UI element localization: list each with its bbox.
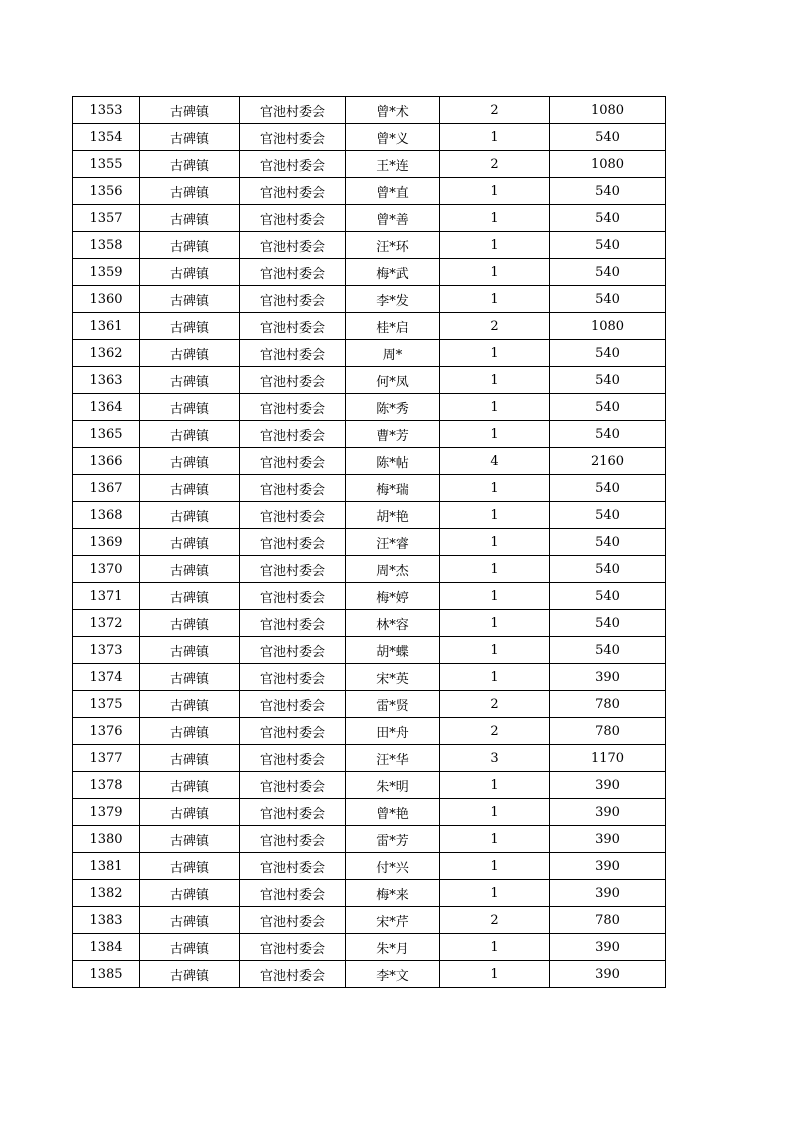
row-number-cell: 1359: [73, 259, 140, 286]
amount-cell: 540: [550, 475, 666, 502]
row-number-cell: 1385: [73, 961, 140, 988]
village-committee-cell: 官池村委会: [240, 421, 346, 448]
amount-cell: 540: [550, 556, 666, 583]
household-count-cell: 1: [440, 232, 550, 259]
town-cell: 古碑镇: [140, 394, 240, 421]
table-row: [73, 961, 666, 988]
household-count-cell: 1: [440, 961, 550, 988]
person-name-cell: 陈*帖: [346, 448, 440, 475]
row-number-cell: 1373: [73, 637, 140, 664]
table-row: [73, 799, 666, 826]
household-count-cell: 1: [440, 853, 550, 880]
town-cell: 古碑镇: [140, 691, 240, 718]
person-name-cell: 曾*术: [346, 97, 440, 124]
household-count-cell: 1: [440, 124, 550, 151]
household-count-cell: 1: [440, 529, 550, 556]
amount-cell: 540: [550, 394, 666, 421]
town-cell: 古碑镇: [140, 853, 240, 880]
village-committee-cell: 官池村委会: [240, 853, 346, 880]
village-committee-cell: 官池村委会: [240, 961, 346, 988]
village-committee-cell: 官池村委会: [240, 367, 346, 394]
amount-cell: 390: [550, 961, 666, 988]
household-count-cell: 1: [440, 502, 550, 529]
amount-cell: 540: [550, 583, 666, 610]
village-committee-cell: 官池村委会: [240, 799, 346, 826]
person-name-cell: 胡*蝶: [346, 637, 440, 664]
household-count-cell: 1: [440, 178, 550, 205]
household-count-cell: 2: [440, 907, 550, 934]
household-count-cell: 1: [440, 394, 550, 421]
document-page: [72, 96, 666, 988]
town-cell: 古碑镇: [140, 475, 240, 502]
village-committee-cell: 官池村委会: [240, 556, 346, 583]
household-count-cell: 2: [440, 313, 550, 340]
row-number-cell: 1366: [73, 448, 140, 475]
household-count-cell: 1: [440, 637, 550, 664]
town-cell: 古碑镇: [140, 340, 240, 367]
town-cell: 古碑镇: [140, 448, 240, 475]
amount-cell: 540: [550, 178, 666, 205]
table-row: [73, 340, 666, 367]
town-cell: 古碑镇: [140, 826, 240, 853]
household-count-cell: 2: [440, 151, 550, 178]
person-name-cell: 曹*芳: [346, 421, 440, 448]
person-name-cell: 桂*启: [346, 313, 440, 340]
village-committee-cell: 官池村委会: [240, 394, 346, 421]
amount-cell: 780: [550, 691, 666, 718]
row-number-cell: 1376: [73, 718, 140, 745]
table-row: [73, 583, 666, 610]
table-row: [73, 151, 666, 178]
roster-table: [72, 96, 666, 988]
amount-cell: 540: [550, 124, 666, 151]
row-number-cell: 1377: [73, 745, 140, 772]
amount-cell: 390: [550, 826, 666, 853]
row-number-cell: 1372: [73, 610, 140, 637]
row-number-cell: 1381: [73, 853, 140, 880]
town-cell: 古碑镇: [140, 799, 240, 826]
amount-cell: 390: [550, 772, 666, 799]
amount-cell: 540: [550, 286, 666, 313]
row-number-cell: 1353: [73, 97, 140, 124]
village-committee-cell: 官池村委会: [240, 313, 346, 340]
person-name-cell: 周*: [346, 340, 440, 367]
table-row: [73, 205, 666, 232]
household-count-cell: 2: [440, 97, 550, 124]
amount-cell: 780: [550, 718, 666, 745]
town-cell: 古碑镇: [140, 232, 240, 259]
town-cell: 古碑镇: [140, 421, 240, 448]
village-committee-cell: 官池村委会: [240, 502, 346, 529]
amount-cell: 1170: [550, 745, 666, 772]
row-number-cell: 1369: [73, 529, 140, 556]
table-row: [73, 934, 666, 961]
town-cell: 古碑镇: [140, 151, 240, 178]
amount-cell: 540: [550, 610, 666, 637]
village-committee-cell: 官池村委会: [240, 583, 346, 610]
household-count-cell: 1: [440, 205, 550, 232]
town-cell: 古碑镇: [140, 610, 240, 637]
table-row: [73, 880, 666, 907]
row-number-cell: 1380: [73, 826, 140, 853]
amount-cell: 540: [550, 637, 666, 664]
household-count-cell: 1: [440, 421, 550, 448]
person-name-cell: 李*文: [346, 961, 440, 988]
household-count-cell: 1: [440, 880, 550, 907]
village-committee-cell: 官池村委会: [240, 286, 346, 313]
village-committee-cell: 官池村委会: [240, 340, 346, 367]
table-row: [73, 610, 666, 637]
village-committee-cell: 官池村委会: [240, 178, 346, 205]
table-row: [73, 286, 666, 313]
household-count-cell: 1: [440, 772, 550, 799]
household-count-cell: 1: [440, 826, 550, 853]
village-committee-cell: 官池村委会: [240, 529, 346, 556]
person-name-cell: 曾*直: [346, 178, 440, 205]
amount-cell: 1080: [550, 97, 666, 124]
household-count-cell: 2: [440, 718, 550, 745]
person-name-cell: 曾*义: [346, 124, 440, 151]
town-cell: 古碑镇: [140, 529, 240, 556]
person-name-cell: 汪*睿: [346, 529, 440, 556]
row-number-cell: 1371: [73, 583, 140, 610]
person-name-cell: 何*凤: [346, 367, 440, 394]
person-name-cell: 梅*武: [346, 259, 440, 286]
village-committee-cell: 官池村委会: [240, 151, 346, 178]
household-count-cell: 1: [440, 799, 550, 826]
town-cell: 古碑镇: [140, 502, 240, 529]
village-committee-cell: 官池村委会: [240, 205, 346, 232]
amount-cell: 390: [550, 934, 666, 961]
table-row: [73, 232, 666, 259]
household-count-cell: 1: [440, 934, 550, 961]
town-cell: 古碑镇: [140, 718, 240, 745]
village-committee-cell: 官池村委会: [240, 124, 346, 151]
person-name-cell: 周*杰: [346, 556, 440, 583]
row-number-cell: 1374: [73, 664, 140, 691]
row-number-cell: 1383: [73, 907, 140, 934]
row-number-cell: 1358: [73, 232, 140, 259]
table-row: [73, 826, 666, 853]
village-committee-cell: 官池村委会: [240, 259, 346, 286]
town-cell: 古碑镇: [140, 124, 240, 151]
village-committee-cell: 官池村委会: [240, 691, 346, 718]
household-count-cell: 4: [440, 448, 550, 475]
person-name-cell: 付*兴: [346, 853, 440, 880]
table-row: [73, 853, 666, 880]
row-number-cell: 1368: [73, 502, 140, 529]
person-name-cell: 王*连: [346, 151, 440, 178]
row-number-cell: 1355: [73, 151, 140, 178]
town-cell: 古碑镇: [140, 664, 240, 691]
village-committee-cell: 官池村委会: [240, 934, 346, 961]
row-number-cell: 1356: [73, 178, 140, 205]
household-count-cell: 1: [440, 556, 550, 583]
town-cell: 古碑镇: [140, 772, 240, 799]
household-count-cell: 1: [440, 583, 550, 610]
amount-cell: 540: [550, 340, 666, 367]
town-cell: 古碑镇: [140, 313, 240, 340]
table-row: [73, 97, 666, 124]
village-committee-cell: 官池村委会: [240, 718, 346, 745]
town-cell: 古碑镇: [140, 367, 240, 394]
person-name-cell: 朱*明: [346, 772, 440, 799]
household-count-cell: 2: [440, 691, 550, 718]
household-count-cell: 1: [440, 610, 550, 637]
village-committee-cell: 官池村委会: [240, 448, 346, 475]
row-number-cell: 1382: [73, 880, 140, 907]
household-count-cell: 1: [440, 340, 550, 367]
table-row: [73, 421, 666, 448]
row-number-cell: 1375: [73, 691, 140, 718]
row-number-cell: 1360: [73, 286, 140, 313]
town-cell: 古碑镇: [140, 97, 240, 124]
row-number-cell: 1362: [73, 340, 140, 367]
village-committee-cell: 官池村委会: [240, 880, 346, 907]
table-row: [73, 502, 666, 529]
town-cell: 古碑镇: [140, 934, 240, 961]
town-cell: 古碑镇: [140, 259, 240, 286]
table-row: [73, 691, 666, 718]
row-number-cell: 1354: [73, 124, 140, 151]
village-committee-cell: 官池村委会: [240, 97, 346, 124]
roster-table-body: [73, 97, 666, 988]
village-committee-cell: 官池村委会: [240, 907, 346, 934]
person-name-cell: 陈*秀: [346, 394, 440, 421]
person-name-cell: 李*发: [346, 286, 440, 313]
amount-cell: 540: [550, 232, 666, 259]
household-count-cell: 1: [440, 475, 550, 502]
town-cell: 古碑镇: [140, 583, 240, 610]
village-committee-cell: 官池村委会: [240, 826, 346, 853]
person-name-cell: 梅*婷: [346, 583, 440, 610]
row-number-cell: 1363: [73, 367, 140, 394]
household-count-cell: 1: [440, 664, 550, 691]
household-count-cell: 1: [440, 286, 550, 313]
table-row: [73, 178, 666, 205]
amount-cell: 2160: [550, 448, 666, 475]
person-name-cell: 梅*来: [346, 880, 440, 907]
village-committee-cell: 官池村委会: [240, 610, 346, 637]
table-row: [73, 124, 666, 151]
person-name-cell: 胡*艳: [346, 502, 440, 529]
row-number-cell: 1365: [73, 421, 140, 448]
village-committee-cell: 官池村委会: [240, 475, 346, 502]
person-name-cell: 林*容: [346, 610, 440, 637]
table-row: [73, 394, 666, 421]
table-row: [73, 556, 666, 583]
person-name-cell: 田*舟: [346, 718, 440, 745]
person-name-cell: 汪*华: [346, 745, 440, 772]
town-cell: 古碑镇: [140, 745, 240, 772]
table-row: [73, 313, 666, 340]
row-number-cell: 1364: [73, 394, 140, 421]
table-row: [73, 529, 666, 556]
table-row: [73, 745, 666, 772]
person-name-cell: 曾*善: [346, 205, 440, 232]
person-name-cell: 雷*贤: [346, 691, 440, 718]
table-row: [73, 367, 666, 394]
amount-cell: 390: [550, 880, 666, 907]
household-count-cell: 3: [440, 745, 550, 772]
table-row: [73, 637, 666, 664]
village-committee-cell: 官池村委会: [240, 637, 346, 664]
town-cell: 古碑镇: [140, 880, 240, 907]
town-cell: 古碑镇: [140, 637, 240, 664]
person-name-cell: 宋*英: [346, 664, 440, 691]
row-number-cell: 1361: [73, 313, 140, 340]
amount-cell: 540: [550, 529, 666, 556]
row-number-cell: 1367: [73, 475, 140, 502]
amount-cell: 540: [550, 367, 666, 394]
village-committee-cell: 官池村委会: [240, 232, 346, 259]
village-committee-cell: 官池村委会: [240, 772, 346, 799]
amount-cell: 540: [550, 421, 666, 448]
village-committee-cell: 官池村委会: [240, 664, 346, 691]
amount-cell: 780: [550, 907, 666, 934]
town-cell: 古碑镇: [140, 907, 240, 934]
table-row: [73, 475, 666, 502]
amount-cell: 390: [550, 799, 666, 826]
person-name-cell: 雷*芳: [346, 826, 440, 853]
person-name-cell: 梅*瑞: [346, 475, 440, 502]
amount-cell: 1080: [550, 313, 666, 340]
person-name-cell: 朱*月: [346, 934, 440, 961]
amount-cell: 390: [550, 664, 666, 691]
table-row: [73, 718, 666, 745]
person-name-cell: 汪*环: [346, 232, 440, 259]
person-name-cell: 曾*艳: [346, 799, 440, 826]
amount-cell: 540: [550, 205, 666, 232]
row-number-cell: 1378: [73, 772, 140, 799]
town-cell: 古碑镇: [140, 205, 240, 232]
town-cell: 古碑镇: [140, 556, 240, 583]
household-count-cell: 1: [440, 367, 550, 394]
town-cell: 古碑镇: [140, 961, 240, 988]
person-name-cell: 宋*芹: [346, 907, 440, 934]
table-row: [73, 448, 666, 475]
row-number-cell: 1384: [73, 934, 140, 961]
table-row: [73, 772, 666, 799]
amount-cell: 390: [550, 853, 666, 880]
row-number-cell: 1357: [73, 205, 140, 232]
table-row: [73, 664, 666, 691]
town-cell: 古碑镇: [140, 178, 240, 205]
amount-cell: 540: [550, 259, 666, 286]
row-number-cell: 1379: [73, 799, 140, 826]
town-cell: 古碑镇: [140, 286, 240, 313]
table-row: [73, 907, 666, 934]
village-committee-cell: 官池村委会: [240, 745, 346, 772]
table-row: [73, 259, 666, 286]
row-number-cell: 1370: [73, 556, 140, 583]
household-count-cell: 1: [440, 259, 550, 286]
amount-cell: 1080: [550, 151, 666, 178]
amount-cell: 540: [550, 502, 666, 529]
